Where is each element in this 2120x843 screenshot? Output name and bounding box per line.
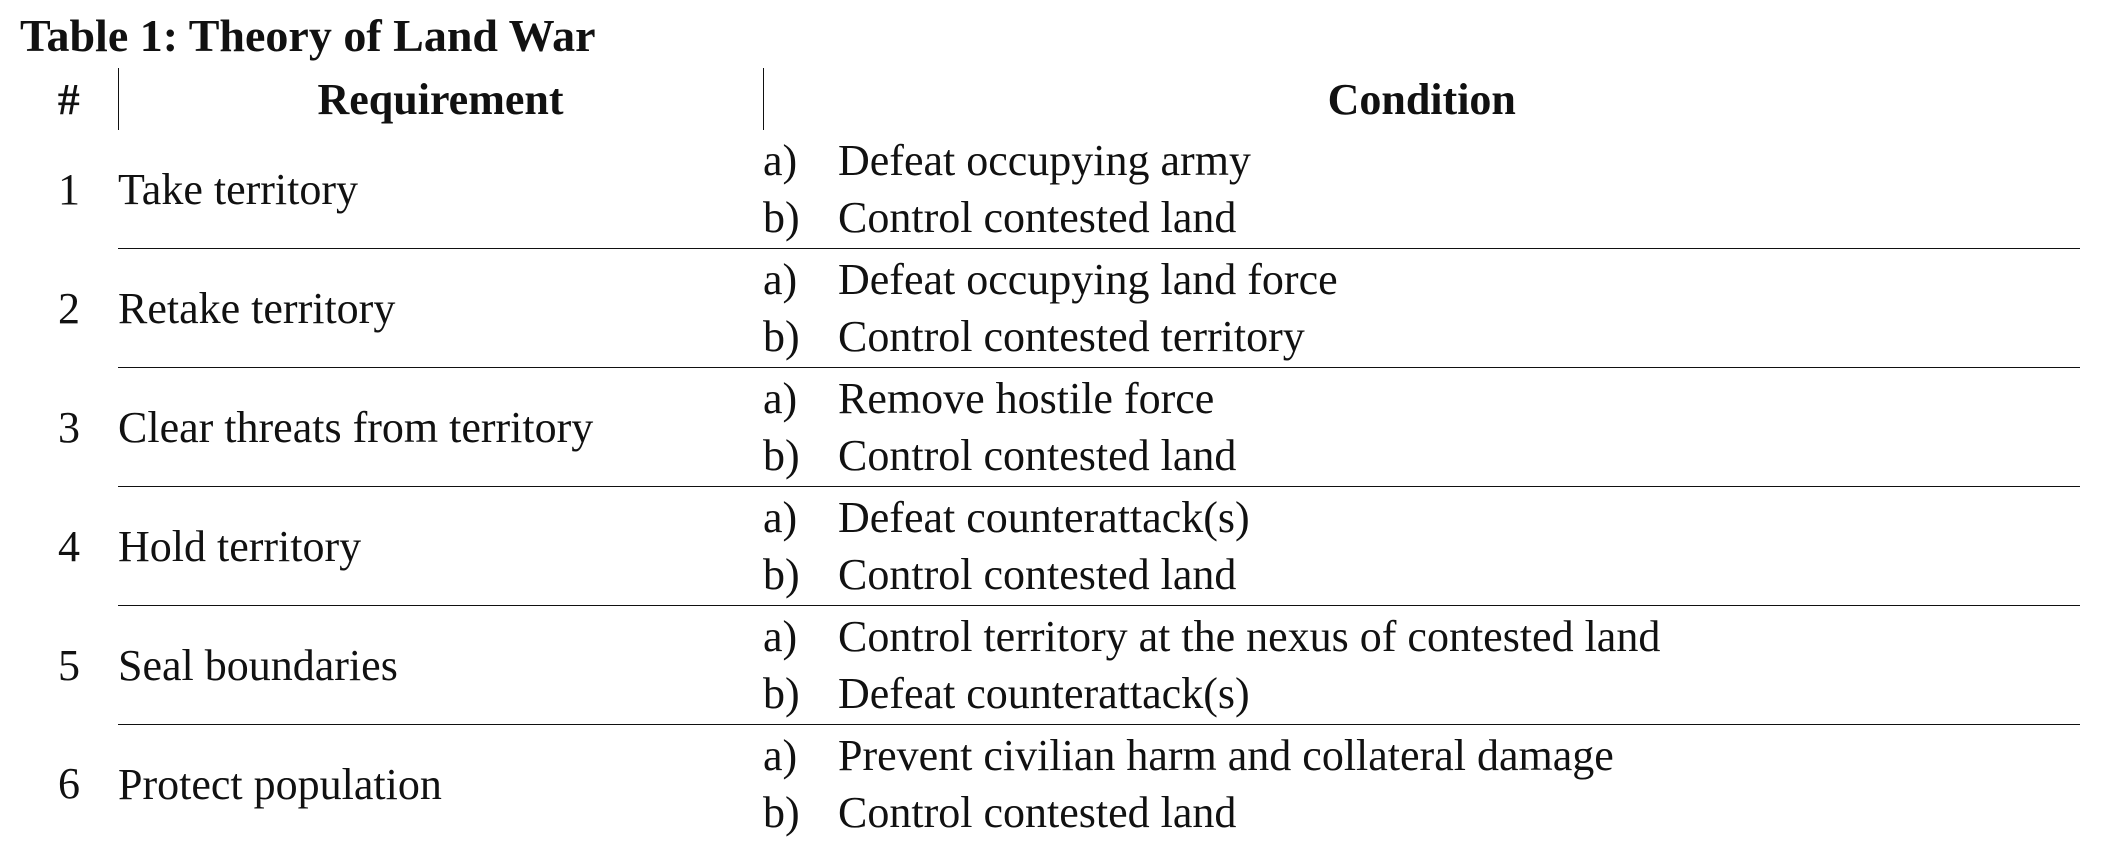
condition-marker: b): [763, 546, 838, 603]
condition-marker: b): [763, 308, 838, 365]
condition-text: Remove hostile force: [838, 370, 1214, 427]
condition-item: [763, 546, 2080, 603]
condition-marker: a): [763, 489, 838, 546]
row-requirement: Take territory: [118, 130, 763, 249]
condition-marker: b): [763, 427, 838, 484]
condition-marker: a): [763, 251, 838, 308]
condition-text: Control contested land: [838, 189, 1236, 246]
condition-text: Control territory at the nexus of contested land: [838, 608, 1660, 665]
row-number: 4: [20, 487, 118, 606]
header-condition: Condition: [763, 68, 2080, 130]
condition-item: [763, 784, 2080, 841]
table-row: [20, 249, 2080, 368]
theory-of-land-war-table: [20, 68, 2080, 843]
condition-item: [763, 427, 2080, 484]
row-number: 2: [20, 249, 118, 368]
header-requirement: Requirement: [118, 68, 763, 130]
condition-item: [763, 308, 2080, 365]
row-requirement: Protect population: [118, 725, 763, 843]
table-row: [20, 606, 2080, 725]
condition-text: Prevent civilian harm and collateral damage: [838, 727, 1614, 784]
row-conditions: [763, 130, 2080, 249]
row-requirement: Hold territory: [118, 487, 763, 606]
table-row: [20, 368, 2080, 487]
condition-item: [763, 727, 2080, 784]
row-requirement: Clear threats from territory: [118, 368, 763, 487]
header-number: #: [20, 68, 118, 130]
condition-marker: a): [763, 132, 838, 189]
row-conditions: [763, 249, 2080, 368]
row-number: 3: [20, 368, 118, 487]
condition-marker: a): [763, 370, 838, 427]
row-conditions: [763, 606, 2080, 725]
condition-text: Defeat counterattack(s): [838, 665, 1250, 722]
condition-marker: b): [763, 665, 838, 722]
condition-marker: a): [763, 727, 838, 784]
row-conditions: [763, 487, 2080, 606]
condition-item: [763, 251, 2080, 308]
condition-item: [763, 370, 2080, 427]
condition-text: Defeat occupying army: [838, 132, 1251, 189]
table-row: [20, 487, 2080, 606]
condition-text: Control contested land: [838, 427, 1236, 484]
table-row: [20, 725, 2080, 843]
row-requirement: Seal boundaries: [118, 606, 763, 725]
condition-marker: b): [763, 784, 838, 841]
condition-marker: a): [763, 608, 838, 665]
condition-text: Control contested land: [838, 784, 1236, 841]
row-conditions: [763, 725, 2080, 843]
condition-text: Control contested territory: [838, 308, 1305, 365]
row-number: 6: [20, 725, 118, 843]
header-row: [20, 68, 2080, 130]
table-row: [20, 130, 2080, 249]
condition-marker: b): [763, 189, 838, 246]
row-conditions: [763, 368, 2080, 487]
row-number: 5: [20, 606, 118, 725]
condition-text: Defeat counterattack(s): [838, 489, 1250, 546]
table-caption: Table 1: Theory of Land War: [20, 6, 596, 66]
row-requirement: Retake territory: [118, 249, 763, 368]
condition-item: [763, 132, 2080, 189]
condition-item: [763, 489, 2080, 546]
condition-item: [763, 189, 2080, 246]
row-number: 1: [20, 130, 118, 249]
condition-text: Defeat occupying land force: [838, 251, 1338, 308]
condition-text: Control contested land: [838, 546, 1236, 603]
condition-item: [763, 665, 2080, 722]
condition-item: [763, 608, 2080, 665]
